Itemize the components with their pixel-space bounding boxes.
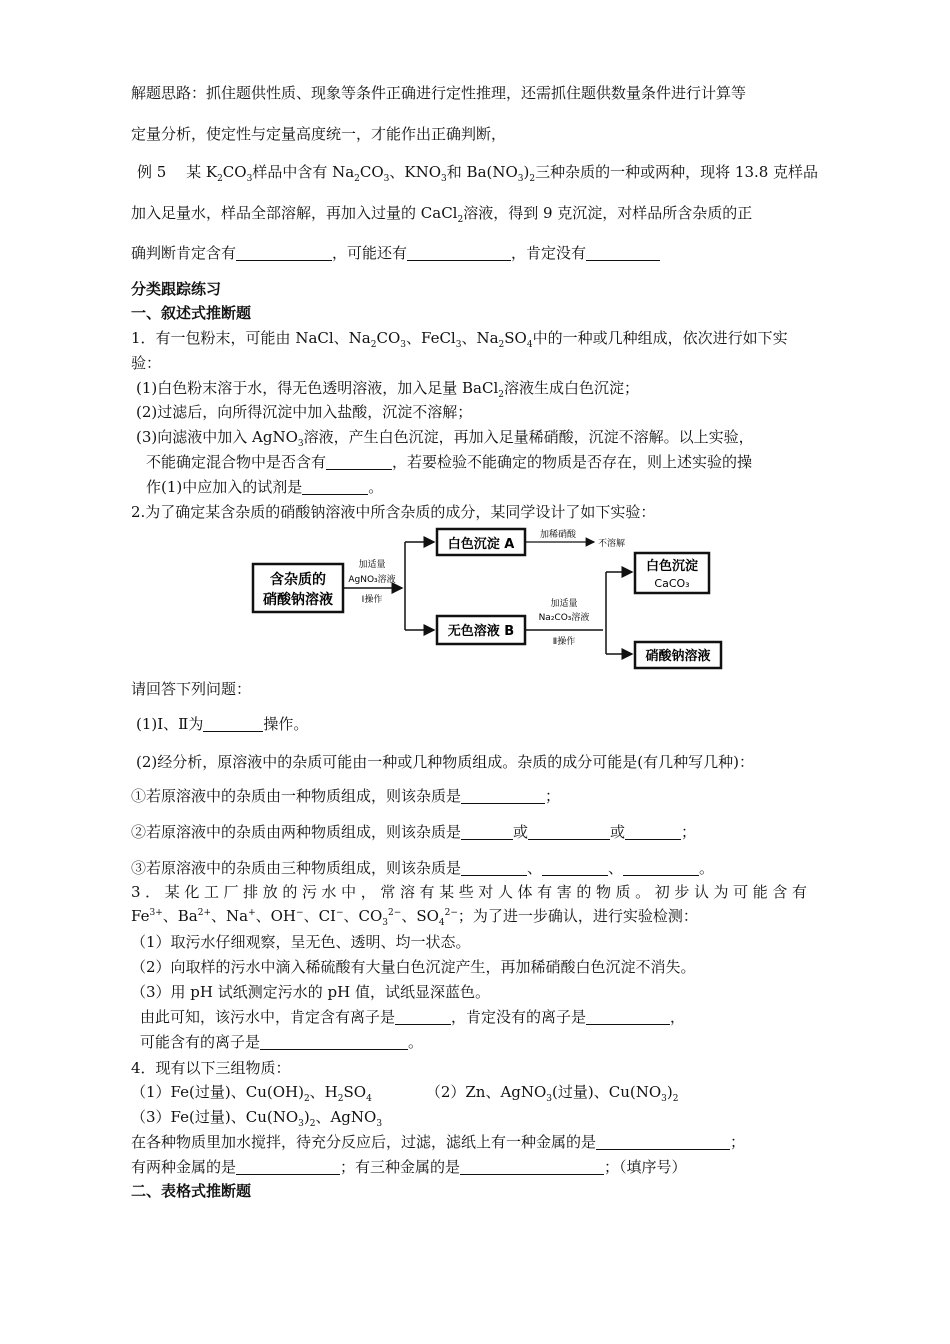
- text-line: 解题思路：抓住题供性质、现象等条件正确进行定性推理，还需抓住题供数量条件进行计算等: [131, 84, 747, 102]
- text-line: 请回答下列问题：: [131, 680, 252, 698]
- op2-label: 加适量: [550, 599, 578, 609]
- nano3-label: 硝酸钠溶液: [645, 649, 711, 664]
- caco3-formula: CaCO₃: [654, 577, 690, 590]
- text-line: （2）向取样的污水中滴入稀硫酸有大量白色沉淀产生，再加稀硝酸白色沉淀不消失。: [131, 958, 696, 976]
- answer-blank[interactable]: [623, 859, 699, 876]
- answer-blank[interactable]: [302, 478, 368, 495]
- question-3: 3．某化工厂排放的污水中，常溶有某些对人体有害的物质。初步认为可能含有: [131, 883, 812, 901]
- text-line: 可能含有的离子是 。: [140, 1033, 424, 1051]
- answer-blank[interactable]: [461, 859, 527, 876]
- text-line: 作(1)中应加入的试剂是 。: [146, 478, 384, 496]
- text-line: （1）Fe(过量)、$Cu(OH)_2$、$H_2SO_4$ （2）Zn、AgNO$_3$(过量)、$Cu(NO_3)_2$: [131, 1083, 679, 1104]
- text-line: 不能确定混合物中是否含有 ，若要检验不能确定的物质是否存在，则上述实验的操: [146, 453, 753, 471]
- text-line: (2)经分析，原溶液中的杂质可能由一种或几种物质组成。杂质的成分可能是(有几种写几种)：: [136, 753, 754, 771]
- hno3-label: 加稀硝酸: [539, 530, 577, 540]
- box-b-label: 无色溶液 B: [447, 624, 515, 639]
- text-line: 定量分析，使定性与定量高度统一，才能作出正确判断，: [131, 125, 507, 143]
- section-heading: 一、叙述式推断题: [131, 304, 252, 322]
- section-title: 分类跟踪练习: [131, 280, 222, 298]
- op2-label: Na₂CO₃溶液: [538, 613, 590, 623]
- answer-blank[interactable]: [326, 453, 392, 470]
- answer-blank[interactable]: [395, 1008, 451, 1025]
- text-line: (3)向滤液中加入 AgNO$_3$溶液，产生白色沉淀，再加入足量稀硝酸，沉淀不溶解。以上实验，: [136, 428, 754, 449]
- caco3-label: 白色沉淀: [645, 559, 699, 574]
- text-line: (1)Ⅰ、Ⅱ为 操作。: [136, 715, 309, 733]
- answer-blank[interactable]: [625, 823, 681, 840]
- op2-label: Ⅱ操作: [552, 637, 576, 647]
- answer-blank[interactable]: [236, 1158, 340, 1175]
- answer-blank[interactable]: [542, 859, 608, 876]
- text-line: 在各种物质里加水搅拌，待充分反应后，过滤，滤纸上有一种金属的是 ；: [131, 1133, 746, 1151]
- text-line: 由此可知，该污水中，肯定含有离子是 ，肯定没有的离子是 ，: [140, 1008, 686, 1026]
- box-a-label: 白色沉淀 A: [447, 537, 515, 552]
- answer-blank[interactable]: [461, 787, 545, 804]
- text-line: 确判断肯定含有 ，可能还有 ，肯定没有: [131, 243, 660, 263]
- text-line: 加入足量水，样品全部溶解，再加入过量的 CaCl$_2$溶液，得到 9 克沉淀，对样品所含杂质的正: [131, 204, 753, 225]
- text-line: （3）用 pH 试纸测定污水的 pH 值，试纸显深蓝色。: [131, 983, 490, 1001]
- text-line: （1）取污水仔细观察，呈无色、透明、均一状态。: [131, 933, 471, 951]
- text-line: (2)过滤后，向所得沉淀中加入盐酸，沉淀不溶解；: [136, 403, 473, 421]
- answer-blank[interactable]: [586, 244, 660, 261]
- ion-list: $Fe^{3+}$、$Ba^{2+}$、Na+、OH−、CI−、$CO_3^{2-}$、$SO_4^{2-}$；为了进一步确认，进行实验检测：: [131, 907, 698, 928]
- op1-label: Ⅰ操作: [361, 595, 383, 605]
- question-2: 2.为了确定某含杂质的硝酸钠溶液中所含杂质的成分，某同学设计了如下实验：: [131, 503, 656, 521]
- text-line: 有两种金属的是 ；有三种金属的是 ；（填序号）: [131, 1158, 687, 1176]
- text-line: 验：: [131, 354, 162, 372]
- answer-blank[interactable]: [407, 244, 511, 261]
- flow-diagram: [248, 526, 728, 672]
- text-line: （3）Fe(过量)、$Cu(NO_3)_2$、AgNO$_3$: [131, 1108, 383, 1129]
- insoluble-label: 不溶解: [598, 539, 626, 549]
- answer-blank[interactable]: [596, 1133, 730, 1150]
- question-4: 4．现有以下三组物质：: [131, 1059, 291, 1077]
- start-label: 硝酸钠溶液: [263, 592, 333, 608]
- text-line: (1)白色粉末溶于水，得无色透明溶液，加入足量 BaCl$_2$溶液生成白色沉淀；: [136, 379, 640, 400]
- op1-label: 加适量: [358, 560, 386, 570]
- start-label: 含杂质的: [270, 572, 326, 588]
- answer-blank[interactable]: [528, 823, 610, 840]
- answer-blank[interactable]: [203, 715, 263, 732]
- answer-blank[interactable]: [586, 1008, 670, 1025]
- example-5-line: 例 5 某 $K_2CO_3$样品中含有 $Na_2CO_3$、$KNO_3$和 $Ba(NO_3)_2$三种杂质的一种或两种，现将 13.8 克样品: [137, 163, 819, 184]
- section-heading: 二、表格式推断题: [131, 1182, 252, 1200]
- answer-blank[interactable]: [260, 1033, 408, 1050]
- text-line: ①若原溶液中的杂质由一种物质组成，则该杂质是 ；: [131, 787, 561, 805]
- answer-blank[interactable]: [460, 1158, 604, 1175]
- text-line: ③若原溶液中的杂质由三种物质组成，则该杂质是 、 、 。: [131, 859, 715, 877]
- answer-blank[interactable]: [236, 244, 332, 261]
- op1-label: AgNO₃溶液: [348, 575, 396, 585]
- question-1: 1．有一包粉末，可能由 NaCl、$Na_2CO_3$、FeCl$_3$、$Na_2SO_4$中的一种或几种组成，依次进行如下实: [131, 329, 788, 350]
- answer-blank[interactable]: [461, 823, 513, 840]
- text-line: ②若原溶液中的杂质由两种物质组成，则该杂质是 或 或 ；: [131, 823, 697, 841]
